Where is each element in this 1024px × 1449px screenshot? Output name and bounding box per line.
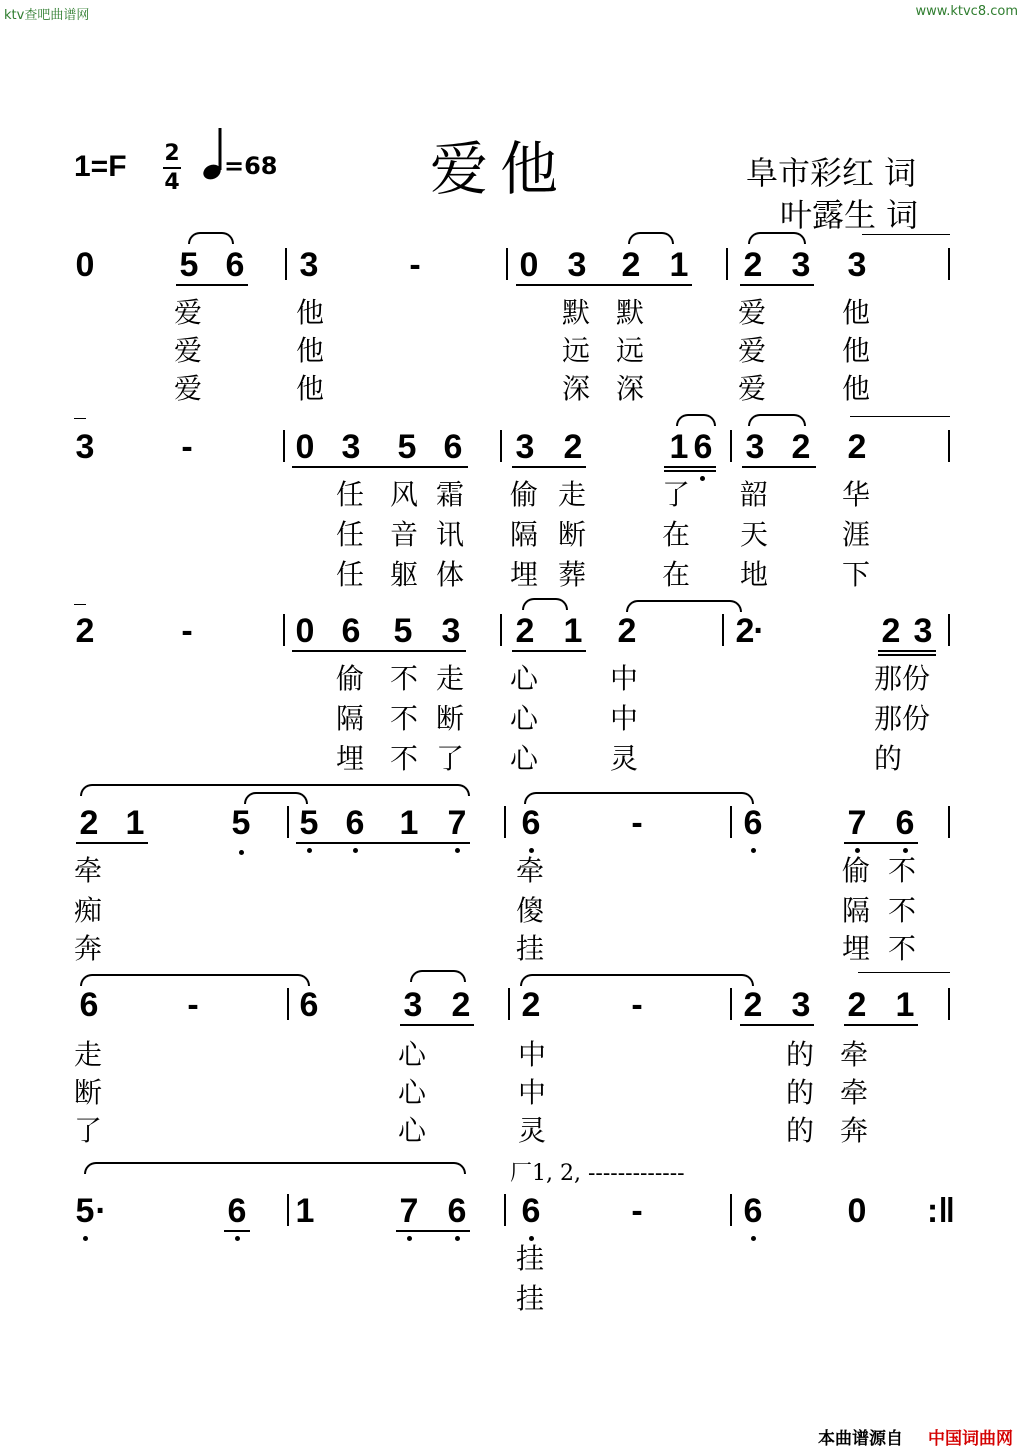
barline bbox=[948, 988, 950, 1020]
lyricist-credit: 阜市彩红 词 bbox=[746, 154, 917, 192]
lyric: 牵 bbox=[516, 854, 545, 887]
note: 5 bbox=[179, 246, 199, 284]
barline bbox=[500, 430, 502, 462]
tie-line bbox=[850, 416, 950, 417]
note: 0 bbox=[519, 246, 539, 284]
lyric: 牵 bbox=[840, 1076, 869, 1109]
lower-octave-dot bbox=[83, 1236, 88, 1241]
lyric: 远 bbox=[562, 334, 591, 367]
note: 7 bbox=[447, 804, 467, 842]
lyric: 不 bbox=[390, 662, 419, 695]
key-signature: 1=F bbox=[74, 150, 127, 183]
lyric: 灵 bbox=[610, 742, 639, 775]
underline bbox=[292, 650, 466, 652]
lyric: 任 bbox=[336, 558, 365, 591]
note: 6 bbox=[227, 1192, 247, 1230]
note: 1 bbox=[895, 986, 915, 1024]
barline bbox=[283, 614, 285, 646]
lower-octave-dot bbox=[700, 476, 705, 481]
lyric: 挂 bbox=[516, 1242, 545, 1275]
lyric: 的 bbox=[786, 1038, 815, 1071]
note-dash: - bbox=[631, 1192, 643, 1230]
note: 2 bbox=[621, 246, 641, 284]
lyric: 奔 bbox=[840, 1114, 869, 1147]
note: 6 bbox=[521, 1192, 541, 1230]
note: 5 bbox=[393, 612, 413, 650]
note: 2 bbox=[521, 986, 541, 1024]
note: 0 bbox=[75, 246, 95, 284]
underline bbox=[844, 842, 918, 844]
lyric: 爱 bbox=[738, 296, 767, 329]
note: 6 bbox=[521, 804, 541, 842]
lyric: 傻 bbox=[516, 894, 545, 927]
note: 7 bbox=[847, 804, 867, 842]
lyric: 在 bbox=[662, 558, 691, 591]
lyric: 隔 bbox=[842, 894, 871, 927]
lyric: 埋 bbox=[336, 742, 365, 775]
barline bbox=[730, 1194, 732, 1226]
lyric: 的 bbox=[786, 1076, 815, 1109]
note: 1 bbox=[399, 804, 419, 842]
lyric: 断 bbox=[74, 1076, 103, 1109]
barline bbox=[948, 806, 950, 838]
note: 3 bbox=[567, 246, 587, 284]
note: 3 bbox=[75, 428, 95, 466]
lower-octave-dot bbox=[751, 1236, 756, 1241]
lower-octave-dot bbox=[407, 1236, 412, 1241]
lyric: 爱 bbox=[738, 334, 767, 367]
underline bbox=[176, 284, 248, 286]
underline bbox=[742, 466, 816, 468]
lyric: 了 bbox=[74, 1114, 103, 1147]
note: 3 bbox=[403, 986, 423, 1024]
note: 2 bbox=[617, 612, 637, 650]
barline bbox=[285, 248, 287, 280]
barline bbox=[500, 614, 502, 646]
lyric: 心 bbox=[510, 662, 539, 695]
underline bbox=[844, 1024, 918, 1026]
quarter-note-icon bbox=[198, 126, 226, 182]
lyric: 那份 bbox=[874, 702, 931, 735]
note: 3 bbox=[745, 428, 765, 466]
note-dash: - bbox=[181, 612, 193, 650]
note: 6 bbox=[443, 428, 463, 466]
augmentation-dot: · bbox=[95, 1192, 107, 1230]
lyric: 走 bbox=[436, 662, 465, 695]
lyric: 隔 bbox=[510, 518, 539, 551]
lyric: 体 bbox=[436, 558, 465, 591]
note: 3 bbox=[847, 246, 867, 284]
underline bbox=[664, 466, 716, 468]
note: 1 bbox=[125, 804, 145, 842]
note: 2 bbox=[847, 986, 867, 1024]
note: 5 bbox=[299, 804, 319, 842]
lyric: 心 bbox=[398, 1076, 427, 1109]
lyric: 埋 bbox=[842, 932, 871, 965]
note: 5 bbox=[75, 1192, 95, 1230]
lyric: 中 bbox=[518, 1076, 547, 1109]
lower-octave-dot bbox=[455, 1236, 460, 1241]
note: 3 bbox=[515, 428, 535, 466]
lyric: 不 bbox=[888, 932, 917, 965]
note: 2 bbox=[743, 986, 763, 1024]
slur bbox=[626, 600, 742, 612]
underline bbox=[400, 1024, 474, 1026]
lyric: 音 bbox=[390, 518, 419, 551]
tempo-value: =68 bbox=[224, 152, 278, 180]
underline bbox=[396, 1230, 470, 1232]
lyric: 爱 bbox=[738, 372, 767, 405]
lyric: 偷 bbox=[336, 662, 365, 695]
note: 2 bbox=[881, 612, 901, 650]
lyric: 华 bbox=[842, 478, 871, 511]
barline bbox=[726, 248, 728, 280]
lower-octave-dot bbox=[307, 848, 312, 853]
note: 3 bbox=[441, 612, 461, 650]
lyric: 任 bbox=[336, 518, 365, 551]
lyric: 了 bbox=[436, 742, 465, 775]
barline bbox=[504, 1194, 506, 1226]
lyric: 的 bbox=[874, 742, 903, 775]
barline bbox=[283, 430, 285, 462]
barline bbox=[730, 988, 732, 1020]
note: 2 bbox=[75, 612, 95, 650]
slur bbox=[628, 232, 674, 244]
note: 1 bbox=[669, 428, 689, 466]
barline bbox=[730, 806, 732, 838]
lyric: 他 bbox=[842, 372, 871, 405]
slur bbox=[84, 1162, 466, 1174]
note: 2 bbox=[79, 804, 99, 842]
augmentation-dot: · bbox=[753, 612, 765, 650]
lyric: 中 bbox=[518, 1038, 547, 1071]
lower-octave-dot bbox=[751, 848, 756, 853]
time-signature-bottom: 4 bbox=[164, 170, 180, 195]
lyric: 心 bbox=[398, 1038, 427, 1071]
note: 6 bbox=[743, 804, 763, 842]
note: 6 bbox=[895, 804, 915, 842]
tie-line bbox=[862, 234, 950, 235]
note: 6 bbox=[447, 1192, 467, 1230]
barline bbox=[287, 988, 289, 1020]
lower-octave-dot bbox=[529, 848, 534, 853]
slur bbox=[748, 414, 806, 426]
lyric: 走 bbox=[74, 1038, 103, 1071]
barline bbox=[287, 1194, 289, 1226]
lyric: 不 bbox=[390, 702, 419, 735]
tie-line bbox=[74, 604, 86, 605]
lyric: 他 bbox=[296, 296, 325, 329]
note: 5 bbox=[397, 428, 417, 466]
note: 5 bbox=[231, 804, 251, 842]
lyric: 不 bbox=[390, 742, 419, 775]
lower-octave-dot bbox=[529, 1236, 534, 1241]
tie-line bbox=[74, 418, 86, 419]
lyric: 下 bbox=[842, 558, 871, 591]
volta-bracket: 厂1, 2, ------------- bbox=[510, 1161, 685, 1186]
watermark-right: www.ktvc8.com bbox=[915, 4, 1018, 19]
slur bbox=[676, 414, 716, 426]
note: 2 bbox=[743, 246, 763, 284]
note: 7 bbox=[399, 1192, 419, 1230]
slur bbox=[188, 232, 234, 244]
slur bbox=[748, 232, 806, 244]
lower-octave-dot bbox=[239, 850, 244, 855]
lyric: 那份 bbox=[874, 662, 931, 695]
lower-octave-dot bbox=[855, 848, 860, 853]
note: 1 bbox=[563, 612, 583, 650]
underline bbox=[512, 466, 586, 468]
composer-credit: 叶露生 词 bbox=[780, 196, 919, 234]
note: 2 bbox=[735, 612, 755, 650]
underline bbox=[224, 1230, 250, 1232]
barline bbox=[287, 806, 289, 838]
underline bbox=[512, 650, 586, 652]
time-signature-top: 2 bbox=[164, 141, 180, 166]
time-signature-line bbox=[163, 167, 181, 169]
lyric: 中 bbox=[610, 702, 639, 735]
note: 3 bbox=[791, 246, 811, 284]
lower-octave-dot bbox=[353, 848, 358, 853]
underline bbox=[292, 466, 468, 468]
lyric: 他 bbox=[296, 334, 325, 367]
tie-line bbox=[858, 972, 950, 973]
lyric: 挂 bbox=[516, 1282, 545, 1315]
lyric: 爱 bbox=[174, 334, 203, 367]
note: 2 bbox=[847, 428, 867, 466]
underline bbox=[740, 1024, 814, 1026]
lyric: 中 bbox=[610, 662, 639, 695]
lyric: 爱 bbox=[174, 296, 203, 329]
lyric: 了 bbox=[662, 478, 691, 511]
barline bbox=[722, 614, 724, 646]
lyric: 韶 bbox=[740, 478, 769, 511]
note: 3 bbox=[299, 246, 319, 284]
note: 6 bbox=[345, 804, 365, 842]
lyric: 讯 bbox=[436, 518, 465, 551]
note-dash: - bbox=[409, 246, 421, 284]
note-dash: - bbox=[631, 804, 643, 842]
lyric: 灵 bbox=[518, 1114, 547, 1147]
note-dash: - bbox=[181, 428, 193, 466]
lyric: 偷 bbox=[842, 854, 871, 887]
repeat-end-barline: :‖ bbox=[926, 1192, 956, 1230]
note: 1 bbox=[295, 1192, 315, 1230]
song-title: 爱他 bbox=[430, 135, 571, 203]
note: 1 bbox=[669, 246, 689, 284]
note: 0 bbox=[295, 612, 315, 650]
barline bbox=[730, 430, 732, 462]
barline bbox=[948, 430, 950, 462]
lower-octave-dot bbox=[235, 1236, 240, 1241]
barline bbox=[948, 614, 950, 646]
barline bbox=[506, 248, 508, 280]
lyric: 心 bbox=[510, 702, 539, 735]
barline bbox=[948, 248, 950, 280]
lyric: 隔 bbox=[336, 702, 365, 735]
note: 6 bbox=[693, 428, 713, 466]
lyric: 远 bbox=[616, 334, 645, 367]
lyric: 深 bbox=[616, 372, 645, 405]
note: 3 bbox=[791, 986, 811, 1024]
note: 0 bbox=[847, 1192, 867, 1230]
underline bbox=[878, 650, 936, 652]
note: 3 bbox=[913, 612, 933, 650]
note: 0 bbox=[295, 428, 315, 466]
lyric: 偷 bbox=[510, 478, 539, 511]
footer-source-label: 本曲谱源自 bbox=[818, 1429, 903, 1449]
note: 2 bbox=[563, 428, 583, 466]
lyric: 断 bbox=[558, 518, 587, 551]
note: 2 bbox=[451, 986, 471, 1024]
underline bbox=[664, 470, 716, 472]
lyric: 默 bbox=[562, 296, 591, 329]
note: 6 bbox=[743, 1192, 763, 1230]
lyric: 痴 bbox=[74, 894, 103, 927]
lyric: 地 bbox=[740, 558, 769, 591]
lyric: 他 bbox=[842, 296, 871, 329]
lyric: 的 bbox=[786, 1114, 815, 1147]
note: 6 bbox=[225, 246, 245, 284]
lyric: 他 bbox=[296, 372, 325, 405]
note: 6 bbox=[79, 986, 99, 1024]
lyric: 挂 bbox=[516, 932, 545, 965]
note: 2 bbox=[791, 428, 811, 466]
lyric: 不 bbox=[888, 854, 917, 887]
slur bbox=[520, 974, 754, 986]
note: 6 bbox=[341, 612, 361, 650]
barline bbox=[504, 806, 506, 838]
lyric: 断 bbox=[436, 702, 465, 735]
lyric: 躯 bbox=[390, 558, 419, 591]
lyric: 天 bbox=[740, 518, 769, 551]
lyric: 奔 bbox=[74, 932, 103, 965]
lyric: 他 bbox=[842, 334, 871, 367]
lyric: 深 bbox=[562, 372, 591, 405]
note: 6 bbox=[299, 986, 319, 1024]
slur bbox=[80, 974, 310, 986]
lyric: 霜 bbox=[436, 478, 465, 511]
lyric: 不 bbox=[888, 894, 917, 927]
footer-site-name: 中国词曲网 bbox=[928, 1429, 1013, 1449]
barline bbox=[508, 988, 510, 1020]
slur bbox=[524, 792, 754, 804]
lyric: 风 bbox=[390, 478, 419, 511]
underline bbox=[740, 284, 814, 286]
lyric: 默 bbox=[616, 296, 645, 329]
lyric: 牵 bbox=[74, 854, 103, 887]
slur bbox=[522, 598, 568, 610]
underline bbox=[516, 284, 692, 286]
watermark-left: ktv查吧曲谱网 bbox=[4, 8, 90, 23]
lyric: 葬 bbox=[558, 558, 587, 591]
lyric: 涯 bbox=[842, 518, 871, 551]
lyric: 任 bbox=[336, 478, 365, 511]
slur bbox=[244, 792, 308, 804]
lyric: 心 bbox=[510, 742, 539, 775]
note: 3 bbox=[341, 428, 361, 466]
lyric: 埋 bbox=[510, 558, 539, 591]
lyric: 牵 bbox=[840, 1038, 869, 1071]
underline bbox=[76, 842, 148, 844]
lower-octave-dot bbox=[903, 848, 908, 853]
slur bbox=[410, 970, 466, 982]
note-dash: - bbox=[631, 986, 643, 1024]
lyric: 心 bbox=[398, 1114, 427, 1147]
underline bbox=[296, 842, 470, 844]
lower-octave-dot bbox=[455, 848, 460, 853]
note-dash: - bbox=[187, 986, 199, 1024]
lyric: 走 bbox=[558, 478, 587, 511]
lyric: 爱 bbox=[174, 372, 203, 405]
note: 2 bbox=[515, 612, 535, 650]
lyric: 在 bbox=[662, 518, 691, 551]
underline bbox=[878, 654, 936, 656]
